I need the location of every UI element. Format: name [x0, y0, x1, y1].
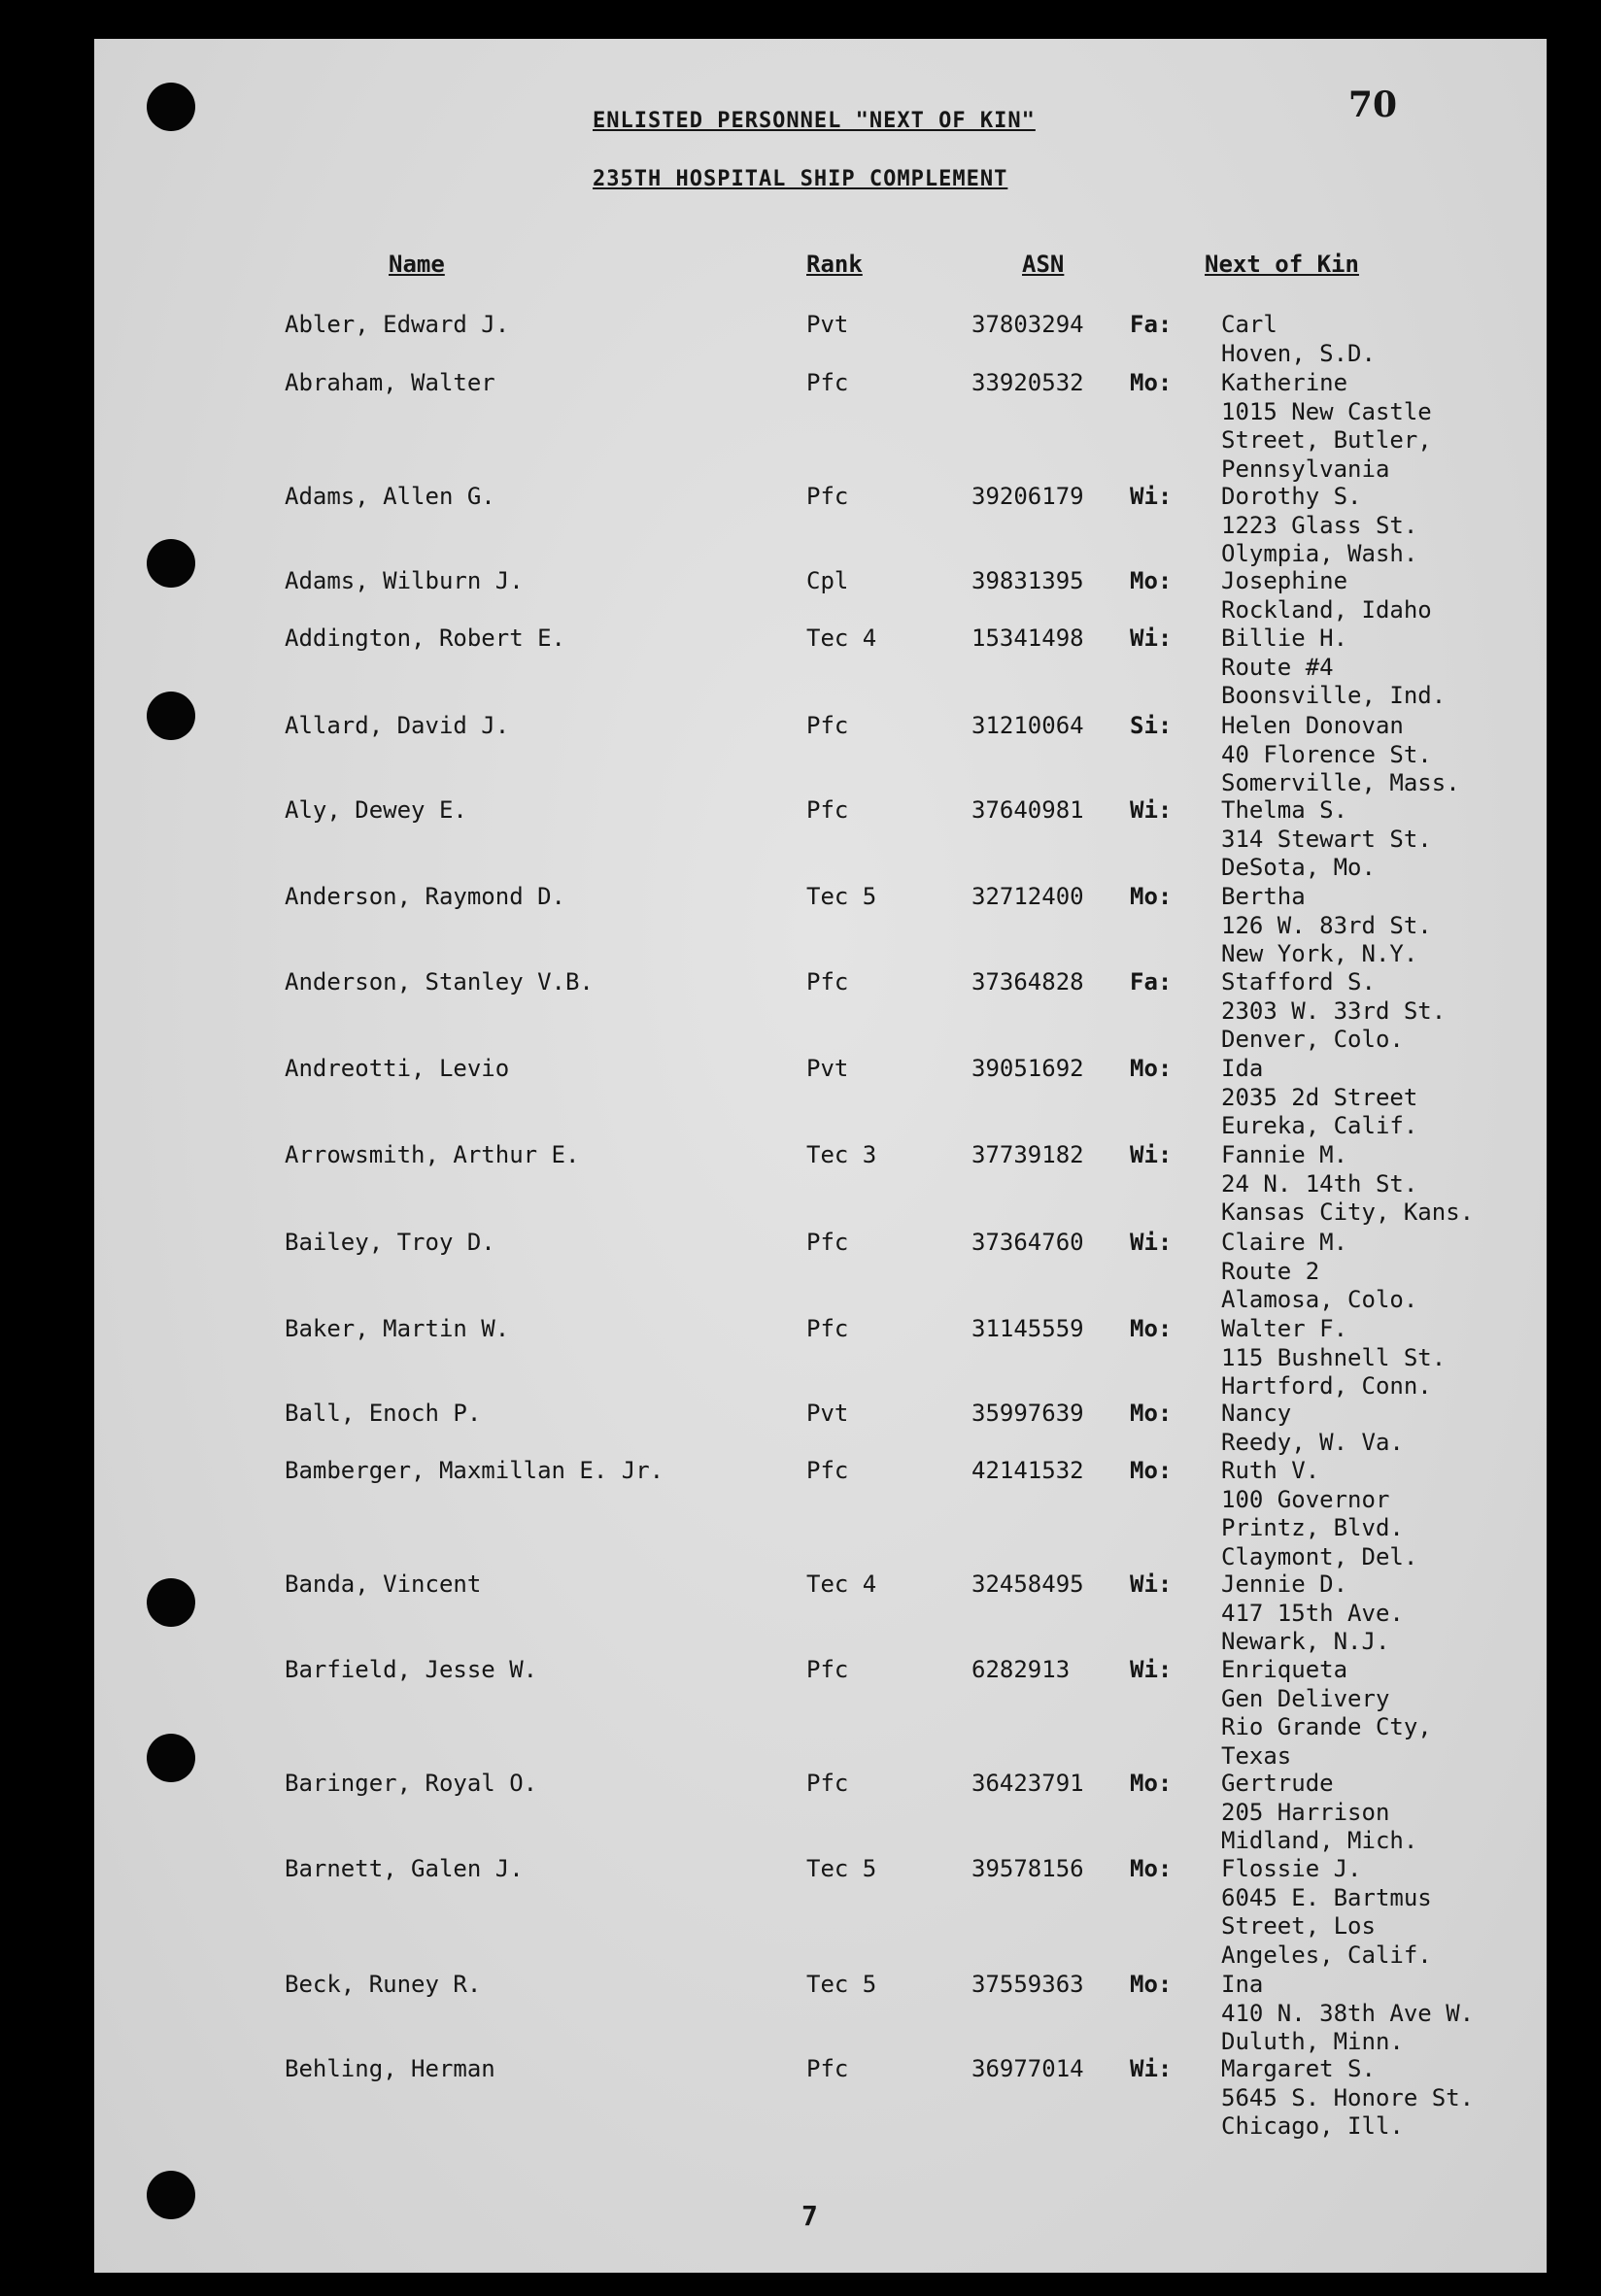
next-of-kin — [1221, 1855, 1432, 1970]
kin-relation: Wi: — [1130, 1229, 1173, 1256]
person-rank: Tec 4 — [806, 625, 877, 652]
column-header-next-of-kin: Next of Kin — [1205, 251, 1359, 278]
next-of-kin-line: Texas — [1221, 1741, 1292, 1770]
next-of-kin-line: 205 Harrison — [1221, 1798, 1390, 1826]
person-rank: Pfc — [806, 1229, 849, 1256]
person-name: Abler, Edward J. — [285, 311, 510, 338]
person-rank: Pfc — [806, 1315, 849, 1342]
next-of-kin-line: Boonsville, Ind. — [1221, 682, 1447, 710]
person-asn: 39206179 — [971, 483, 1084, 510]
person-rank: Pfc — [806, 1656, 849, 1683]
next-of-kin-line: Josephine — [1221, 567, 1348, 594]
person-asn: 6282913 — [971, 1656, 1071, 1683]
next-of-kin — [1221, 1971, 1474, 2057]
person-name: Abraham, Walter — [285, 369, 495, 396]
column-header-name: Name — [389, 251, 445, 278]
kin-relation: Mo: — [1130, 1315, 1173, 1342]
next-of-kin-line: 1015 New Castle — [1221, 397, 1432, 425]
next-of-kin-line: 115 Bushnell St. — [1221, 1343, 1447, 1371]
person-name: Aly, Dewey E. — [285, 796, 467, 824]
next-of-kin-line: Hartford, Conn. — [1221, 1372, 1432, 1401]
next-of-kin-line: Eureka, Calif. — [1221, 1112, 1418, 1140]
next-of-kin-line: Alamosa, Colo. — [1221, 1286, 1418, 1314]
next-of-kin — [1221, 796, 1432, 883]
next-of-kin-line: 126 W. 83rd St. — [1221, 911, 1432, 939]
next-of-kin — [1221, 1656, 1432, 1771]
person-rank: Tec 5 — [806, 1971, 877, 1998]
person-rank: Pfc — [806, 796, 849, 824]
kin-relation: Si: — [1130, 712, 1173, 739]
next-of-kin-line: Pennsylvania — [1221, 455, 1390, 483]
person-rank: Pfc — [806, 483, 849, 510]
kin-relation: Wi: — [1130, 1141, 1173, 1168]
person-asn: 32712400 — [971, 883, 1084, 910]
next-of-kin-line: Printz, Blvd. — [1221, 1514, 1404, 1542]
person-rank: Pfc — [806, 1770, 849, 1797]
kin-relation: Wi: — [1130, 1656, 1173, 1683]
next-of-kin-line: Claire M. — [1221, 1229, 1348, 1256]
person-asn: 37364828 — [971, 968, 1084, 996]
next-of-kin — [1221, 369, 1432, 484]
next-of-kin-line: Jennie D. — [1221, 1570, 1348, 1598]
next-of-kin-line: 2035 2d Street — [1221, 1083, 1418, 1111]
kin-relation: Mo: — [1130, 567, 1173, 594]
next-of-kin-line: 314 Stewart St. — [1221, 825, 1432, 853]
person-name: Bailey, Troy D. — [285, 1229, 495, 1256]
person-rank: Tec 3 — [806, 1141, 877, 1168]
next-of-kin — [1221, 625, 1446, 711]
next-of-kin-line: 410 N. 38th Ave W. — [1221, 1999, 1475, 2027]
next-of-kin-line: Dorothy S. — [1221, 483, 1362, 510]
next-of-kin-line: Denver, Colo. — [1221, 1026, 1404, 1054]
person-name: Adams, Wilburn J. — [285, 567, 524, 594]
next-of-kin-line: Enriqueta — [1221, 1656, 1348, 1683]
person-asn: 32458495 — [971, 1570, 1084, 1598]
next-of-kin-line: Walter F. — [1221, 1315, 1348, 1342]
next-of-kin — [1221, 1229, 1417, 1315]
next-of-kin-line: Margaret S. — [1221, 2055, 1376, 2082]
document-subtitle: 235TH HOSPITAL SHIP COMPLEMENT — [593, 167, 1008, 191]
next-of-kin-line: 40 Florence St. — [1221, 740, 1432, 768]
person-rank: Pvt — [806, 311, 849, 338]
next-of-kin-line: Billie H. — [1221, 625, 1348, 652]
next-of-kin-line: Gertrude — [1221, 1770, 1334, 1797]
next-of-kin — [1221, 567, 1432, 625]
punch-hole — [147, 83, 195, 131]
document-title: ENLISTED PERSONNEL "NEXT OF KIN" — [593, 109, 1036, 133]
kin-relation: Wi: — [1130, 483, 1173, 510]
kin-relation: Mo: — [1130, 1855, 1173, 1882]
next-of-kin-line: DeSota, Mo. — [1221, 854, 1376, 882]
person-asn: 33920532 — [971, 369, 1084, 396]
next-of-kin-line: Flossie J. — [1221, 1855, 1362, 1882]
next-of-kin-line: Midland, Mich. — [1221, 1827, 1418, 1855]
person-asn: 36423791 — [971, 1770, 1084, 1797]
next-of-kin-line: Hoven, S.D. — [1221, 339, 1376, 367]
kin-relation: Fa: — [1130, 968, 1173, 996]
next-of-kin — [1221, 2055, 1474, 2142]
person-asn: 15341498 — [971, 625, 1084, 652]
next-of-kin-line: 417 15th Ave. — [1221, 1599, 1404, 1627]
person-name: Banda, Vincent — [285, 1570, 482, 1598]
next-of-kin-line: 100 Governor — [1221, 1485, 1390, 1513]
kin-relation: Mo: — [1130, 1400, 1173, 1427]
person-rank: Pfc — [806, 369, 849, 396]
next-of-kin-line: Claymont, Del. — [1221, 1542, 1418, 1570]
next-of-kin — [1221, 1315, 1446, 1401]
next-of-kin-line: Ida — [1221, 1055, 1264, 1082]
next-of-kin-line: New York, N.Y. — [1221, 940, 1418, 968]
kin-relation: Mo: — [1130, 1770, 1173, 1797]
next-of-kin-line: Rockland, Idaho — [1221, 595, 1432, 624]
person-name: Ball, Enoch P. — [285, 1400, 482, 1427]
next-of-kin-line: 2303 W. 33rd St. — [1221, 996, 1447, 1025]
person-rank: Tec 4 — [806, 1570, 877, 1598]
person-name: Andreotti, Levio — [285, 1055, 510, 1082]
next-of-kin-line: Route 2 — [1221, 1257, 1320, 1285]
next-of-kin-line: Gen Delivery — [1221, 1684, 1390, 1712]
next-of-kin-line: Newark, N.J. — [1221, 1628, 1390, 1656]
person-asn: 37364760 — [971, 1229, 1084, 1256]
punch-hole — [147, 2171, 195, 2219]
next-of-kin-line: Thelma S. — [1221, 796, 1348, 824]
person-name: Adams, Allen G. — [285, 483, 495, 510]
person-asn: 39578156 — [971, 1855, 1084, 1882]
next-of-kin-line: Street, Los — [1221, 1912, 1376, 1941]
kin-relation: Wi: — [1130, 796, 1173, 824]
next-of-kin — [1221, 883, 1432, 969]
next-of-kin-line: Reedy, W. Va. — [1221, 1428, 1404, 1456]
person-rank: Cpl — [806, 567, 849, 594]
person-name: Barfield, Jesse W. — [285, 1656, 538, 1683]
person-asn: 37559363 — [971, 1971, 1084, 1998]
next-of-kin-line: Bertha — [1221, 883, 1306, 910]
column-header-asn: ASN — [1022, 251, 1065, 278]
kin-relation: Mo: — [1130, 1055, 1173, 1082]
next-of-kin-line: Helen Donovan — [1221, 712, 1404, 739]
next-of-kin-line: Ina — [1221, 1971, 1264, 1998]
person-rank: Tec 5 — [806, 1855, 877, 1882]
next-of-kin — [1221, 483, 1417, 569]
kin-relation: Mo: — [1130, 883, 1173, 910]
next-of-kin — [1221, 1055, 1417, 1141]
next-of-kin-line: 24 N. 14th St. — [1221, 1169, 1418, 1198]
person-asn: 37739182 — [971, 1141, 1084, 1168]
next-of-kin-line: Kansas City, Kans. — [1221, 1199, 1475, 1227]
person-name: Bamberger, Maxmillan E. Jr. — [285, 1457, 664, 1484]
person-rank: Pvt — [806, 1055, 849, 1082]
next-of-kin — [1221, 1457, 1417, 1571]
next-of-kin-line: Olympia, Wash. — [1221, 540, 1418, 568]
next-of-kin — [1221, 1770, 1417, 1856]
person-asn: 31210064 — [971, 712, 1084, 739]
person-asn: 39051692 — [971, 1055, 1084, 1082]
person-name: Arrowsmith, Arthur E. — [285, 1141, 580, 1168]
punch-hole — [147, 539, 195, 588]
next-of-kin-line: Angeles, Calif. — [1221, 1941, 1432, 1969]
next-of-kin-line: Carl — [1221, 311, 1277, 338]
person-rank: Pvt — [806, 1400, 849, 1427]
person-name: Baker, Martin W. — [285, 1315, 510, 1342]
next-of-kin-line: Katherine — [1221, 369, 1348, 396]
next-of-kin-line: 1223 Glass St. — [1221, 511, 1418, 539]
kin-relation: Fa: — [1130, 311, 1173, 338]
next-of-kin-line: Duluth, Minn. — [1221, 2028, 1404, 2056]
person-name: Addington, Robert E. — [285, 625, 565, 652]
person-rank: Pfc — [806, 968, 849, 996]
person-name: Baringer, Royal O. — [285, 1770, 538, 1797]
person-name: Anderson, Raymond D. — [285, 883, 565, 910]
kin-relation: Mo: — [1130, 1457, 1173, 1484]
next-of-kin — [1221, 1400, 1404, 1457]
footer-number: 7 — [801, 2200, 818, 2232]
kin-relation: Wi: — [1130, 2055, 1173, 2082]
person-name: Behling, Herman — [285, 2055, 495, 2082]
person-asn: 36977014 — [971, 2055, 1084, 2082]
column-header-rank: Rank — [806, 251, 863, 278]
next-of-kin-line: Nancy — [1221, 1400, 1292, 1427]
next-of-kin-line: Fannie M. — [1221, 1141, 1348, 1168]
next-of-kin-line: Route #4 — [1221, 653, 1334, 681]
person-asn: 37803294 — [971, 311, 1084, 338]
kin-relation: Mo: — [1130, 369, 1173, 396]
kin-relation: Wi: — [1130, 1570, 1173, 1598]
person-asn: 42141532 — [971, 1457, 1084, 1484]
person-rank: Pfc — [806, 1457, 849, 1484]
person-asn: 37640981 — [971, 796, 1084, 824]
next-of-kin — [1221, 1570, 1404, 1657]
person-asn: 39831395 — [971, 567, 1084, 594]
person-rank: Pfc — [806, 712, 849, 739]
person-name: Anderson, Stanley V.B. — [285, 968, 594, 996]
person-rank: Tec 5 — [806, 883, 877, 910]
next-of-kin — [1221, 968, 1446, 1055]
person-name: Beck, Runey R. — [285, 1971, 482, 1998]
punch-hole — [147, 1578, 195, 1627]
kin-relation: Wi: — [1130, 625, 1173, 652]
next-of-kin-line: 6045 E. Bartmus — [1221, 1883, 1432, 1911]
next-of-kin-line: Street, Butler, — [1221, 426, 1432, 455]
person-asn: 35997639 — [971, 1400, 1084, 1427]
next-of-kin-line: Stafford S. — [1221, 968, 1376, 996]
next-of-kin-line: Somerville, Mass. — [1221, 769, 1460, 797]
next-of-kin-line: 5645 S. Honore St. — [1221, 2083, 1475, 2111]
next-of-kin — [1221, 311, 1376, 368]
kin-relation: Mo: — [1130, 1971, 1173, 1998]
next-of-kin-line: Rio Grande Cty, — [1221, 1713, 1432, 1741]
punch-hole — [147, 1734, 195, 1782]
punch-hole — [147, 692, 195, 740]
page-number: 70 — [1347, 84, 1397, 125]
next-of-kin-line: Chicago, Ill. — [1221, 2112, 1404, 2141]
person-name: Barnett, Galen J. — [285, 1855, 524, 1882]
person-name: Allard, David J. — [285, 712, 510, 739]
person-rank: Pfc — [806, 2055, 849, 2082]
next-of-kin — [1221, 712, 1460, 798]
next-of-kin — [1221, 1141, 1474, 1228]
person-asn: 31145559 — [971, 1315, 1084, 1342]
next-of-kin-line: Ruth V. — [1221, 1457, 1320, 1484]
